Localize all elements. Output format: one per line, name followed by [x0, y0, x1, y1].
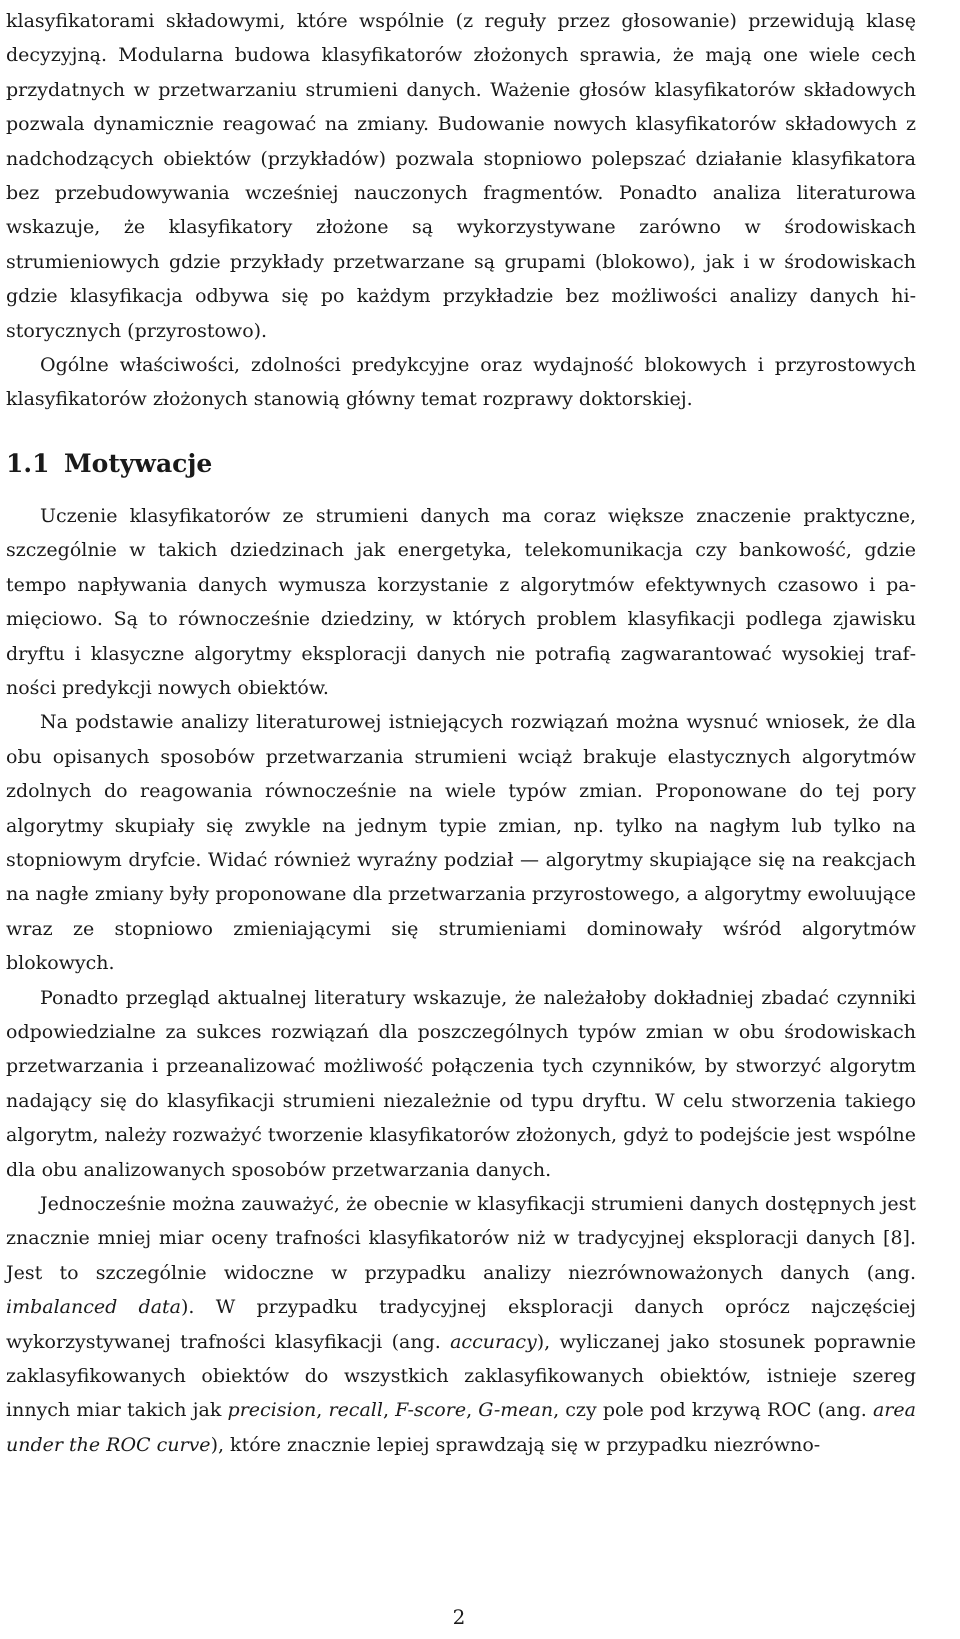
term-f-score: F-score [395, 1399, 467, 1422]
term-g-mean: G-mean [478, 1399, 554, 1422]
term-imbalanced-data: imbalanced data [6, 1296, 181, 1319]
text-run: ), które znacznie lepiej sprawdzają się w przypadku niezrówno- [210, 1433, 821, 1456]
section-number: 1.1 [6, 448, 50, 478]
term-auc: area under the ROC curve [6, 1399, 916, 1456]
paragraph-motivation-1: Uczenie klasyfikatorów ze strumieni danych ma coraz większe znaczenie praktyczne, szczególnie w takich dziedzinach jak energetyka, telekomunikacja czy bankowość, gdzie tempo napływania danych wymusza korzystanie z algorytmów efektywnych czasowo i pamięciowo. Są to równocześnie dziedziny, w których problem klasyfikacji podlega zjawisku dryftu i klasyczne algorytmy eksploracji danych nie potrafią zagwarantować wysokiej trafności predykcji nowych obiektów. [6, 504, 916, 699]
text-run: ), wyliczanej jako stosunek poprawnie zaklasyfikowanych obiektów do wszystkich zaklasyfikowanych obiektów, istnieje szereg innych miar takich jak [6, 1330, 916, 1422]
section-heading [6, 447, 916, 481]
paragraph-continuation: klasyfikatorami składowymi, które wspólnie (z reguły przez głosowanie) przewidują klasę decyzyjną. Modularna budowa klasyfikatorów złożonych sprawia, że mają one wiele cech przydatnych w przetwarzaniu strumieni danych. Ważenie głosów klasyfikatorów składowych pozwala dynamicznie reagować na zmiany. Budowanie nowych klasyfikatorów składowych z nadchodzących obiektów (przykładów) pozwala stopniowo polepszać działanie klasyfikatora bez przebudowywania wcześniej nauczonych fragmentów. Ponadto analiza literaturowa wskazuje, że klasyfikatory złożone są wykorzystywane zarówno w środowiskach strumieniowych gdzie przykłady przetwarzane są grupami (blokowo), jak i w środowiskach gdzie klasyfikacja odbywa się po każdym przykładzie bez możliwości analizy danych historycznych (przyrostowo). [6, 10, 916, 342]
term-precision: precision [227, 1399, 317, 1422]
term-accuracy: accuracy [450, 1330, 537, 1353]
paragraph-metrics [6, 1187, 916, 1462]
text-run: , [466, 1399, 479, 1422]
text-run: , czy pole pod krzywą ROC (ang. [553, 1399, 873, 1422]
document-page [6, 0, 916, 1462]
paragraph-thesis-topic: Ogólne właściwości, zdolności predykcyjne oraz wydajność blokowych i przyrostowych klasyfikatorów złożonych stanowią główny temat rozprawy doktorskiej. [6, 354, 916, 411]
text-run: , [382, 1399, 396, 1422]
section-title: Motywacje [64, 448, 213, 478]
term-recall: recall [328, 1399, 383, 1422]
paragraph-motivation-3: Ponadto przegląd aktualnej literatury wskazuje, że należałoby dokładniej zbadać czynniki odpowiedzialne za sukces rozwiązań dla poszczególnych typów zmian w obu środowiskach przetwarzania i przeanalizować możliwość połączenia tych czynników, by stworzyć algorytm nadający się do klasyfikacji strumieni niezależnie od typu dryftu. W celu stworzenia takiego algorytm, należy rozważyć tworzenie klasyfikatorów złożonych, gdyż to podejście jest wspólne dla obu analizowanych sposobów przetwarzania danych. [6, 986, 916, 1181]
text-run: , [316, 1399, 329, 1422]
text-run: ). W przypadku tradycyjnej eksploracji danych oprócz najczęściej wykorzystywanej trafności klasyfikacji (ang. [6, 1296, 916, 1353]
text-run: Jednocześnie można zauważyć, że obecnie w klasyfikacji strumieni danych dostępnych jest znacznie mniej miar oceny trafności klasyfikatorów niż w tradycyjnej eksploracji danych [8]. Jest to szczególnie widoczne w przypadku analizy niezrównoważonych danych (ang. [6, 1193, 916, 1284]
paragraph-motivation-2: Na podstawie analizy literaturowej istniejących rozwiązań można wysnuć wniosek, że dla obu opisanych sposobów przetwarzania strumieni wciąż brakuje elastycznych algorytmów zdolnych do reagowania równocześnie na wiele typów zmian. Proponowane do tej pory algorytmy skupiały się zwykle na jednym typie zmian, np. tylko na nagłym lub tylko na stopniowym dryfcie. Widać również wyraźny podział — algorytmy skupiające się na reakcjach na nagłe zmiany były proponowane dla przetwarzania przyrostowego, a algorytmy ewoluujące wraz ze stopniowo zmieniającymi się strumieniami dominowały wśród algorytmów blokowych. [6, 711, 916, 975]
page-number: 2 [452, 1605, 466, 1629]
